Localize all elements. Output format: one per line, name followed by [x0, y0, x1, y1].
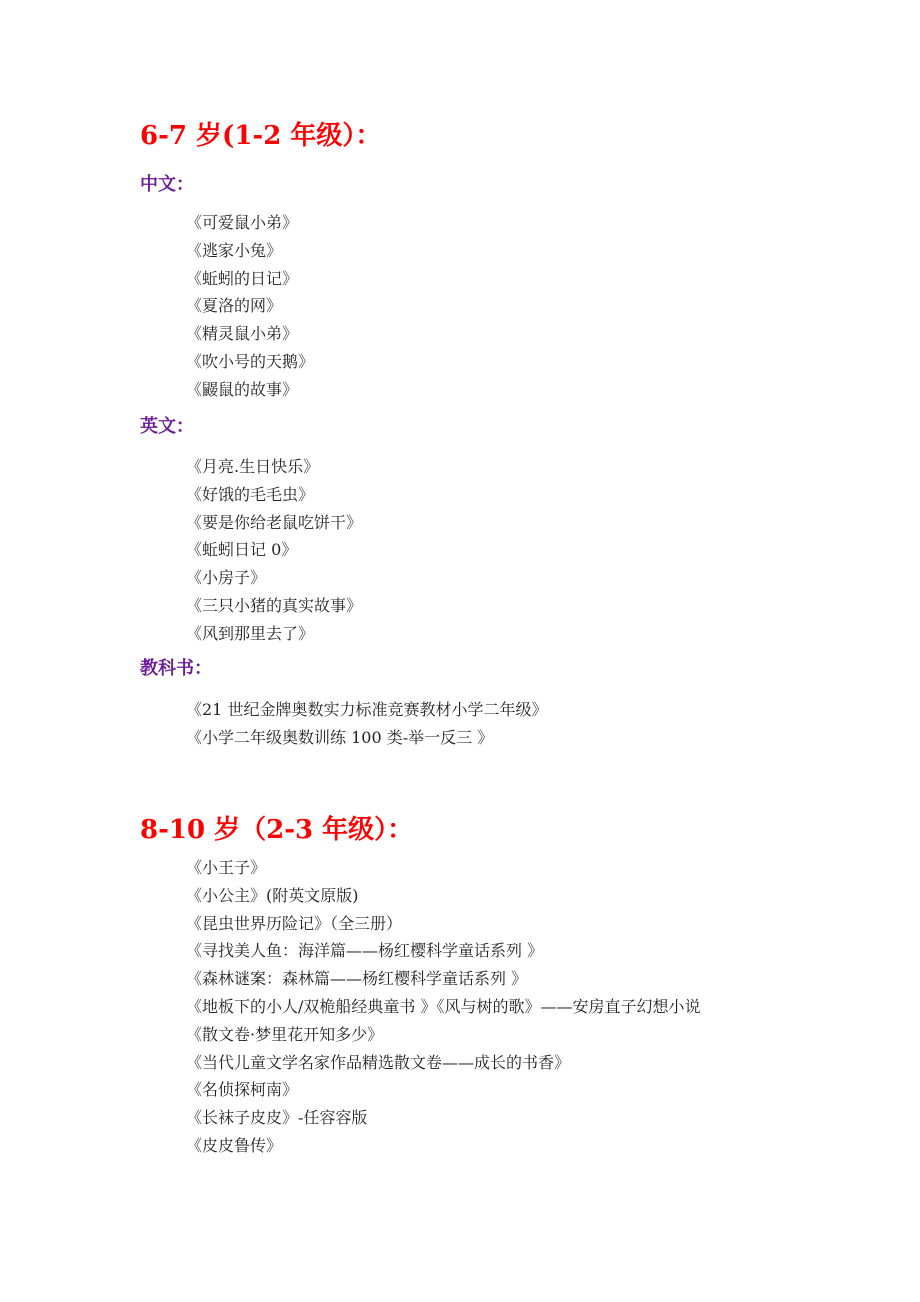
- list-item: 《好饿的毛毛虫》: [186, 484, 315, 504]
- book-list-textbooks: [0, 696, 920, 752]
- list-item: 《地板下的小人/双桅船经典童书 》《风与树的歌》——安房直子幻想小说: [186, 996, 701, 1016]
- list-item: 《鼹鼠的故事》: [186, 379, 299, 399]
- list-item: 《精灵鼠小弟》: [186, 324, 299, 344]
- list-item: 《长袜子皮皮》-任容容版: [186, 1108, 368, 1128]
- category-english: 英文：: [140, 416, 194, 437]
- list-item: 《逃家小兔》: [186, 240, 283, 260]
- list-item: 《寻找美人鱼：海洋篇——杨红樱科学童话系列 》: [186, 941, 544, 961]
- list-item: 《吹小号的天鹅》: [186, 351, 315, 371]
- book-list-chinese: [0, 209, 920, 404]
- category-textbooks: 教科书：: [140, 658, 212, 679]
- list-item: 《皮皮鲁传》: [186, 1135, 283, 1155]
- book-list-english: [0, 453, 920, 648]
- list-item: 《21 世纪金牌奥数实力标准竞赛教材小学二年级》: [186, 700, 548, 719]
- list-item: 《小王子》: [186, 858, 267, 877]
- list-item: 《小房子》: [186, 568, 267, 588]
- list-item: 《小公主》(附英文原版): [186, 885, 359, 905]
- list-item: 《散文卷·梦里花开知多少》: [186, 1024, 384, 1044]
- list-item: 《森林谜案：森林篇——杨红樱科学童话系列 》: [186, 969, 528, 989]
- list-item: 《当代儿童文学名家作品精选散文卷——成长的书香》: [186, 1052, 571, 1072]
- list-item: 《昆虫世界历险记》（全三册）: [186, 913, 403, 933]
- list-item: 《三只小猪的真实故事》: [186, 595, 363, 615]
- list-item: 《要是你给老鼠吃饼干》: [186, 512, 363, 532]
- list-item: 《小学二年级奥数训练 100 类-举一反三 》: [186, 727, 494, 747]
- list-item: 《风到那里去了》: [186, 623, 315, 643]
- section-heading-6-7: 6-7 岁(1-2 年级）：: [140, 121, 382, 151]
- list-item: 《蚯蚓日记 0》: [186, 540, 298, 560]
- list-item: 《名侦探柯南》: [186, 1080, 299, 1100]
- list-item: 《夏洛的网》: [186, 296, 283, 316]
- list-item: 《可爱鼠小弟》: [186, 213, 299, 232]
- section-heading-8-10: 8-10 岁（2-3 年级）：: [140, 815, 414, 845]
- category-chinese: 中文：: [140, 174, 194, 195]
- list-item: 《月亮.生日快乐》: [186, 457, 320, 476]
- list-item: 《蚯蚓的日记》: [186, 268, 299, 288]
- book-list-8-10: [0, 854, 920, 1160]
